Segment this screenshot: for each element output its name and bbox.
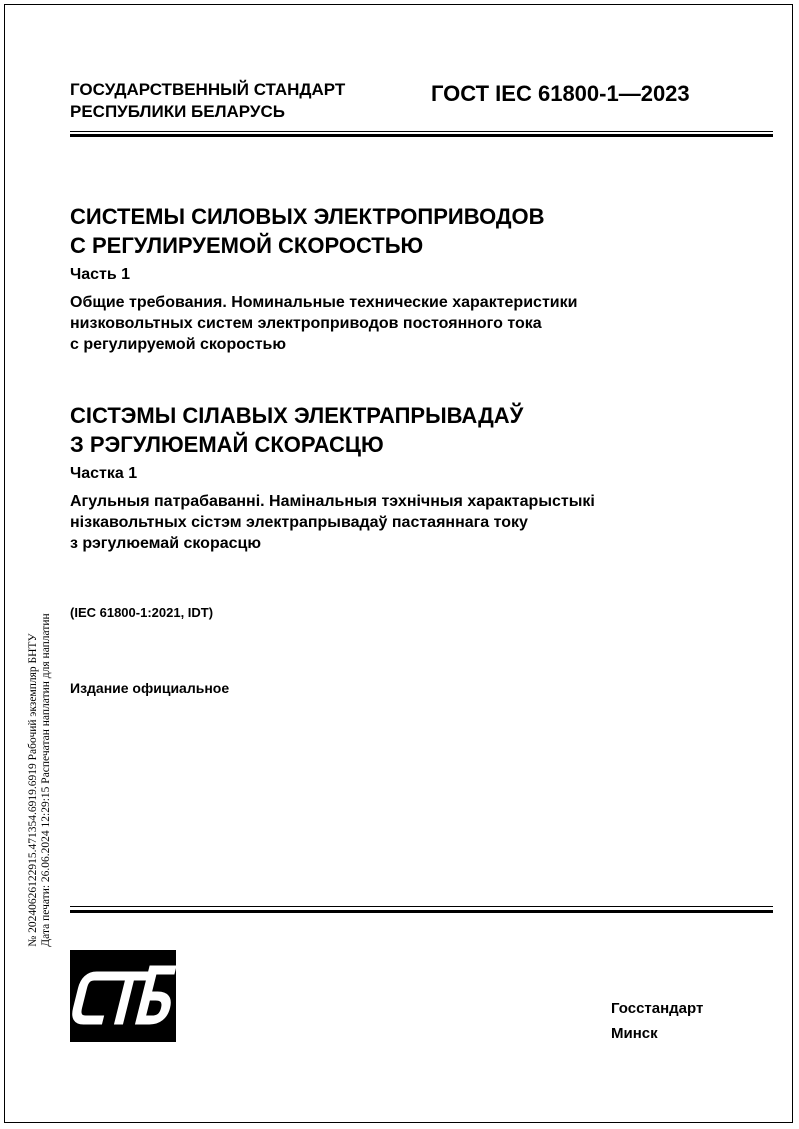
belarusian-subtitle <box>70 491 595 554</box>
standard-label <box>70 79 345 123</box>
standard-label-line1: ГОСУДАРСТВЕННЫЙ СТАНДАРТ <box>70 80 346 99</box>
publisher <box>611 996 703 1046</box>
side-stamp <box>27 613 53 946</box>
standard-designation: ГОСТ IEC 61800-1—2023 <box>431 81 690 106</box>
side-stamp-line2: Дата печати: 26.06.2024 12:29:15 Распечатан наплатин для наплатин <box>40 613 52 947</box>
publisher-city: Минск <box>611 1025 658 1042</box>
russian-subtitle <box>70 292 577 355</box>
footer-rule-thick <box>70 910 773 913</box>
standard-label-line2: РЕСПУБЛИКИ БЕЛАРУСЬ <box>70 102 285 121</box>
header-rule-thin <box>70 131 773 132</box>
russian-part: Часть 1 <box>70 266 131 283</box>
belarusian-part: Частка 1 <box>70 465 138 482</box>
header-rule-thick <box>70 134 773 137</box>
russian-title-line1: СИСТЕМЫ СИЛОВЫХ ЭЛЕКТРОПРИВОДОВ <box>70 204 545 229</box>
russian-subtitle-line3: с регулируемой скоростью <box>70 336 287 353</box>
russian-subtitle-line2: низковольтных систем электроприводов постоянного тока <box>70 315 542 332</box>
publisher-name: Госстандарт <box>611 1000 704 1017</box>
footer-rule-thin <box>70 906 773 907</box>
side-stamp-line1: № 20240626122915.471354.6919.6919 Рабочий экземпляр БНТУ <box>27 633 39 947</box>
russian-title-line2: С РЕГУЛИРУЕМОЙ СКОРОСТЬЮ <box>70 233 424 258</box>
belarusian-subtitle-line2: нізкавольтных сістэм электрапрывадаў пастаяннага току <box>70 514 528 531</box>
stb-logo <box>70 950 176 1042</box>
russian-subtitle-line1: Общие требования. Номинальные технические характеристики <box>70 294 578 311</box>
belarusian-title-line2: З РЭГУЛЮЕМАЙ СКОРАСЦЮ <box>70 432 384 457</box>
belarusian-subtitle-line3: з рэгулюемай скорасцю <box>70 535 262 552</box>
edition-label: Издание официальное <box>70 680 230 696</box>
belarusian-title-line1: СІСТЭМЫ СІЛАВЫХ ЭЛЕКТРАПРЫВАДАЎ <box>70 403 524 428</box>
belarusian-subtitle-line1: Агульныя патрабаванні. Намінальныя тэхнічныя характарыстыкі <box>70 493 595 510</box>
russian-title <box>70 202 545 260</box>
belarusian-title <box>70 401 523 459</box>
iec-reference: (IEC 61800-1:2021, IDT) <box>70 605 214 620</box>
